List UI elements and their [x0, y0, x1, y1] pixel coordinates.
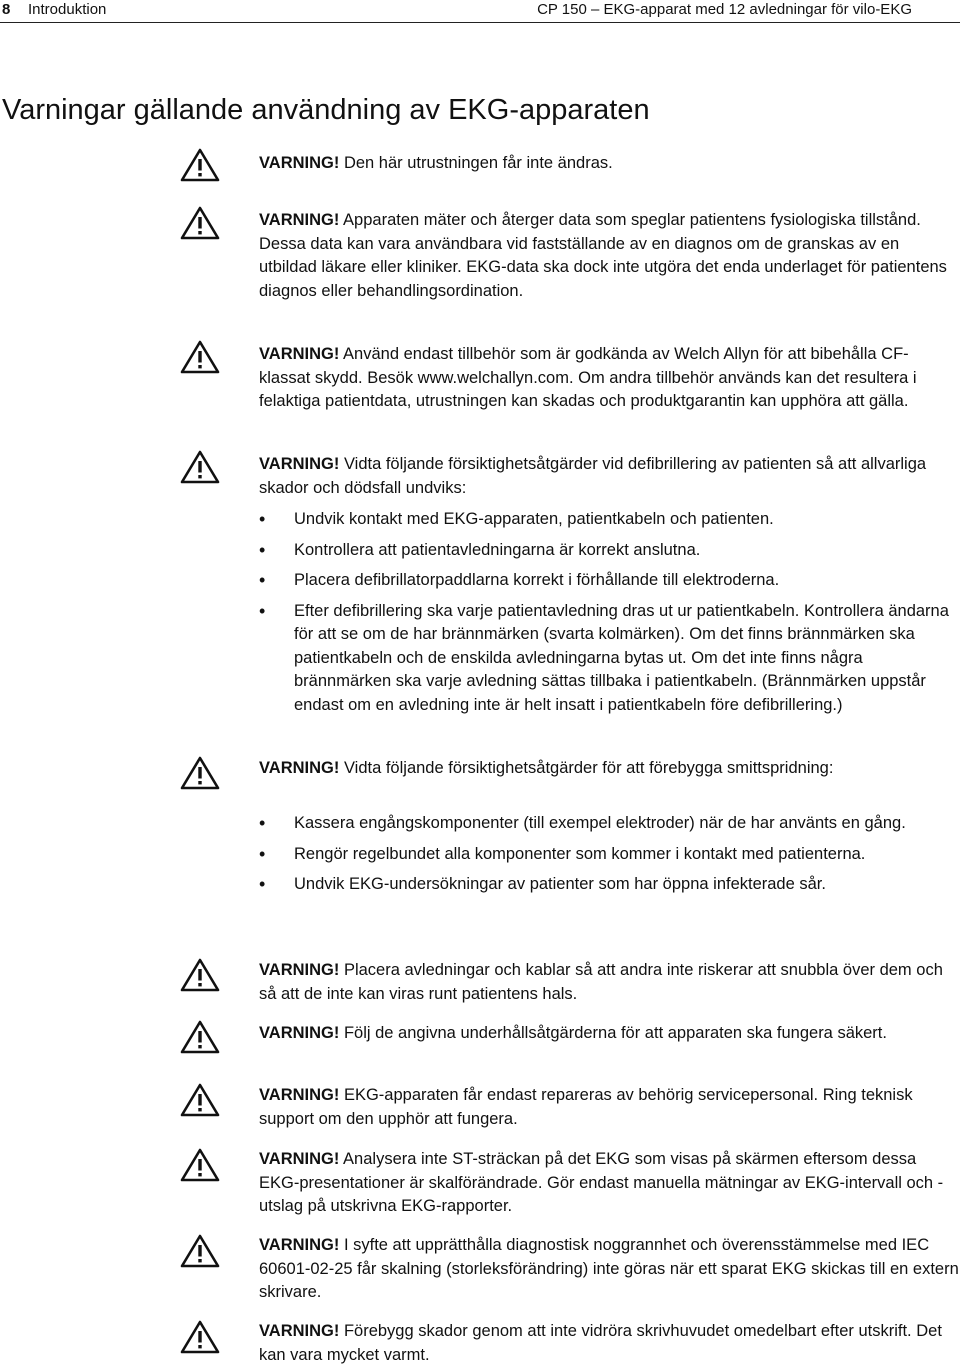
- warning-label: VARNING!: [259, 154, 340, 172]
- warning-text: [259, 453, 959, 500]
- list-item: • Placera defibrillatorpaddlarna korrekt i förhållande till elektroderna.: [259, 569, 959, 593]
- warning-label: VARNING!: [259, 345, 340, 363]
- warning-body: Förebygg skador genom att inte vidröra skrivhuvudet omedelbart efter utskrift. Det kan vara mycket varmt.: [259, 1322, 942, 1364]
- warning-text: [259, 1084, 959, 1131]
- warning-text: [259, 757, 959, 781]
- document-title: CP 150 – EKG-apparat med 12 avledningar för vilo-EKG: [537, 1, 912, 18]
- warning-triangle-icon: [180, 206, 220, 240]
- page-number: 8: [2, 1, 11, 18]
- warning-body: Använd endast tillbehör som är godkända av Welch Allyn för att bibehålla CF-klassat skydd. Besök www.welchallyn.com. Om andra tillbehör används kan det resultera i felaktiga patientdata, utrustningen kan skadas och produktgarantin kan upphöra att gälla.: [259, 345, 917, 410]
- warning-label: VARNING!: [259, 759, 340, 777]
- page-title: Varningar gällande användning av EKG-apparaten: [2, 94, 650, 126]
- warning-text: [259, 1022, 959, 1046]
- list-item: • Kontrollera att patientavledningarna är korrekt anslutna.: [259, 539, 959, 563]
- warning-body: Den här utrustningen får inte ändras.: [343, 154, 613, 172]
- warning-text: [259, 1320, 959, 1367]
- warning-label: VARNING!: [259, 961, 340, 979]
- warning-body: Vidta följande försiktighetsåtgärder för att förebygga smittspridning:: [343, 759, 834, 777]
- warning-body: EKG-apparaten får endast repareras av behörig servicepersonal. Ring teknisk support om den upphör att fungera.: [259, 1086, 913, 1128]
- warning-body: I syfte att upprätthålla diagnostisk noggrannhet och överensstämmelse med IEC 60601-02-25 får skalning (storleksförändring) inte göras när ett sparat EKG skickas till en extern skrivare.: [259, 1236, 959, 1301]
- section-name: Introduktion: [28, 1, 107, 18]
- warning-body: Analysera inte ST-sträckan på det EKG som visas på skärmen eftersom dessa EKG-presentationer är skalförändrade. Gör endast manuella mätningar av EKG-intervall och -utslag på utskrivna EKG-rapporter.: [259, 1150, 944, 1215]
- list-item: • Undvik kontakt med EKG-apparaten, patientkabeln och patienten.: [259, 508, 959, 532]
- warning-text: [259, 959, 959, 1006]
- warning-label: VARNING!: [259, 1322, 340, 1340]
- warning-triangle-icon: [180, 1083, 220, 1117]
- warning-text: [259, 343, 959, 414]
- list-item: • Efter defibrillering ska varje patientavledning dras ut ur patientkabeln. Kontrollera ändarna för att se om de har brännmärken (svarta kolmärken). Om det finns brännmärken ska patientkabeln och de enskilda avledningarna bytas ut. Om det inte finns några brännmärken ska varje avledning sättas tillbaka i patientkabeln. (Brännmärken uppstår endast om en avledning inte är helt insatt i patientkabeln före defibrillering.): [259, 600, 959, 718]
- warning-label: VARNING!: [259, 455, 340, 473]
- warning-triangle-icon: [180, 1320, 220, 1354]
- list-item: • Rengör regelbundet alla komponenter som kommer i kontakt med patienterna.: [259, 843, 959, 867]
- warning-body: Placera avledningar och kablar så att andra inte riskerar att snubbla över dem och så att de inte kan viras runt patientens hals.: [259, 961, 943, 1003]
- list-item: • Kassera engångskomponenter (till exempel elektroder) när de har använts en gång.: [259, 812, 959, 836]
- warning-text: [259, 1234, 959, 1305]
- warning-triangle-icon: [180, 1234, 220, 1268]
- warning-label: VARNING!: [259, 1236, 340, 1254]
- defibrillation-list: [259, 508, 959, 717]
- warning-body: Apparaten mäter och återger data som speglar patientens fysiologiska tillstånd. Dessa data kan vara användbara vid fastställande av en diagnos om de granskas av en utbildad läkare eller kliniker. EKG-data ska dock inte utgöra det enda underlaget för patientens diagnos eller behandlingsordination.: [259, 211, 947, 300]
- warning-label: VARNING!: [259, 1086, 340, 1104]
- warning-triangle-icon: [180, 148, 220, 182]
- list-item: • Undvik EKG-undersökningar av patienter som har öppna infekterade sår.: [259, 873, 959, 897]
- warning-body: Vidta följande försiktighetsåtgärder vid defibrillering av patienten så att allvarliga skador och dödsfall undviks:: [259, 455, 927, 497]
- warning-triangle-icon: [180, 450, 220, 484]
- header-rule: [0, 22, 960, 23]
- warning-text: [259, 152, 959, 176]
- warning-triangle-icon: [180, 756, 220, 790]
- warning-triangle-icon: [180, 1148, 220, 1182]
- infection-list: [259, 812, 959, 897]
- warning-triangle-icon: [180, 340, 220, 374]
- warning-label: VARNING!: [259, 1024, 340, 1042]
- warning-label: VARNING!: [259, 211, 340, 229]
- warning-label: VARNING!: [259, 1150, 340, 1168]
- warning-text: [259, 209, 959, 303]
- warning-triangle-icon: [180, 958, 220, 992]
- warning-text: [259, 1148, 959, 1219]
- warning-triangle-icon: [180, 1020, 220, 1054]
- warning-body: Följ de angivna underhållsåtgärderna för att apparaten ska fungera säkert.: [343, 1024, 887, 1042]
- page-header: [0, 0, 960, 22]
